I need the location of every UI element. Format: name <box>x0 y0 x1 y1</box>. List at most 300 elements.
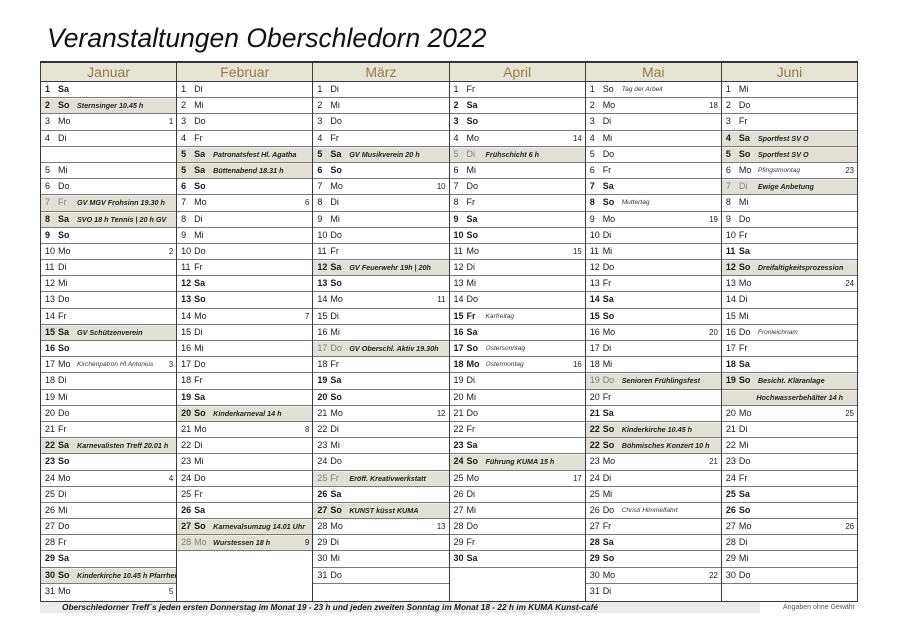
day-number: 4 <box>725 132 731 143</box>
day-number: 5 <box>589 148 595 159</box>
weekday: Mo <box>602 213 616 224</box>
day-row <box>177 454 312 470</box>
day-number: 26 <box>725 504 736 515</box>
day-number: 22 <box>725 440 736 451</box>
weekday: Sa <box>738 245 750 256</box>
day-row <box>586 276 721 292</box>
day-number: 8 <box>589 197 595 208</box>
weekday: Di <box>466 488 476 499</box>
week-number: 10 <box>436 182 446 192</box>
day-row <box>586 568 721 584</box>
day-row <box>41 551 176 567</box>
day-number: 12 <box>181 278 192 289</box>
day-row <box>177 82 312 98</box>
day-number: 17 <box>317 343 328 353</box>
day-number: 29 <box>45 553 56 564</box>
day-row <box>450 260 585 276</box>
weekday: Mo <box>194 537 207 548</box>
event-label: SVO 18 h Tennis | 20 h GV <box>77 214 167 224</box>
day-number: 4 <box>181 132 187 143</box>
day-number: 10 <box>181 245 192 256</box>
day-number: 26 <box>45 504 56 515</box>
weekday: Fr <box>466 197 476 208</box>
day-row <box>450 309 585 325</box>
holiday-label: Christi Himmelfahrt <box>621 506 678 514</box>
weekday: Mi <box>738 310 749 321</box>
day-row <box>313 568 448 584</box>
day-number: 19 <box>181 391 192 402</box>
weekday: Fr <box>194 132 203 143</box>
day-row <box>722 422 857 438</box>
day-number: 11 <box>45 262 55 273</box>
day-row <box>450 341 585 357</box>
weekday: Mo <box>330 521 343 532</box>
day-number: 20 <box>181 407 192 418</box>
weekday: Di <box>194 326 203 337</box>
column-filler <box>722 584 857 601</box>
day-number: 16 <box>589 326 600 337</box>
weekday: Sa <box>738 488 750 499</box>
weekday: Mi <box>466 504 477 515</box>
day-row <box>722 163 857 179</box>
weekday: Di <box>738 537 748 548</box>
day-number: 7 <box>725 181 731 192</box>
day-number: 27 <box>317 504 328 515</box>
day-number: 13 <box>181 294 192 305</box>
day-number: 9 <box>181 229 187 240</box>
day-row <box>722 276 857 292</box>
day-number: 2 <box>453 100 459 111</box>
day-number: 22 <box>453 423 464 434</box>
day-number: 20 <box>45 407 56 418</box>
holiday-label: Pfingstmontag <box>757 166 801 174</box>
weekday: Mo <box>194 310 207 321</box>
day-number: 28 <box>317 521 328 532</box>
day-row <box>450 228 585 244</box>
blank-row <box>41 147 176 163</box>
weekday: So <box>330 504 342 515</box>
page-title: Veranstaltungen Oberschledorn 2022 <box>47 23 487 53</box>
day-row <box>41 195 176 211</box>
week-number: 17 <box>573 473 582 483</box>
weekday: Sa <box>58 326 70 337</box>
day-row <box>177 341 312 357</box>
day-row <box>41 179 176 195</box>
weekday: Sa <box>602 294 614 305</box>
day-number: 22 <box>181 440 192 451</box>
day-row <box>586 98 721 114</box>
weekday: Fr <box>58 537 67 548</box>
day-row <box>586 390 721 406</box>
weekday: Di <box>602 472 612 483</box>
week-number: 25 <box>845 408 855 418</box>
day-row <box>313 357 448 373</box>
day-number: 16 <box>453 326 464 337</box>
day-row <box>586 309 721 325</box>
day-row <box>41 325 176 341</box>
weekday: Mi <box>58 391 68 402</box>
event-label: Karnevalisten Treff 20.01 h <box>77 441 169 451</box>
day-number: 20 <box>453 391 464 402</box>
weekday: Mi <box>602 488 613 499</box>
weekday: Do <box>738 213 751 224</box>
day-row <box>586 357 721 373</box>
weekday: Mi <box>194 100 204 111</box>
event-label: Führung KUMA 15 h <box>485 457 555 467</box>
day-number: 2 <box>725 100 731 111</box>
weekday: So <box>602 197 615 208</box>
week-number: 1 <box>168 117 174 127</box>
holiday-label: Fronleichnam <box>757 328 798 336</box>
day-number: 14 <box>45 310 56 321</box>
day-number: 27 <box>725 521 736 532</box>
weekday: So <box>194 181 206 192</box>
weekday: Fr <box>194 488 203 499</box>
weekday: Di <box>602 343 612 353</box>
day-row <box>41 438 176 454</box>
week-number: 12 <box>436 408 446 418</box>
day-number: 15 <box>589 310 600 321</box>
week-number: 4 <box>168 473 174 483</box>
weekday: Mo <box>58 585 71 596</box>
weekday: Mi <box>738 553 749 564</box>
day-number: 14 <box>725 294 736 305</box>
day-row <box>177 535 312 551</box>
event-label: GV Feuerwehr 19h | 20h <box>349 263 431 273</box>
weekday: Di <box>194 440 203 451</box>
day-row <box>450 195 585 211</box>
weekday: Mi <box>738 440 749 451</box>
day-number: 21 <box>317 407 328 418</box>
day-number: 3 <box>45 116 51 127</box>
day-row <box>722 373 857 389</box>
day-row <box>177 292 312 308</box>
day-number: 19 <box>317 375 328 386</box>
month-header: Juni <box>722 63 857 82</box>
day-row <box>41 82 176 98</box>
day-number: 11 <box>725 245 736 256</box>
weekday: Fr <box>330 359 339 370</box>
week-number: 16 <box>573 360 582 370</box>
day-number: 16 <box>181 343 192 353</box>
day-number: 26 <box>589 504 600 515</box>
day-number: 23 <box>589 456 600 467</box>
day-number: 24 <box>453 456 464 467</box>
day-row <box>41 390 176 406</box>
day-number: 18 <box>317 359 328 370</box>
weekday: Di <box>194 213 203 224</box>
day-number: 12 <box>725 262 736 273</box>
day-number: 15 <box>181 326 192 337</box>
day-row <box>586 260 721 276</box>
day-number: 10 <box>589 229 600 240</box>
weekday: Mi <box>330 100 340 111</box>
event-label: Eröff. Kreativwerkstatt <box>349 473 426 483</box>
weekday: Fr <box>602 521 612 532</box>
weekday: Mi <box>738 84 749 94</box>
day-number: 11 <box>181 262 191 273</box>
weekday: Sa <box>738 132 750 143</box>
weekday: Sa <box>330 488 342 499</box>
weekday: Sa <box>194 148 206 159</box>
day-row <box>450 179 585 195</box>
weekday: So <box>602 440 615 451</box>
weekday: Mi <box>194 456 204 467</box>
day-row <box>586 341 721 357</box>
day-row <box>313 422 448 438</box>
day-number: 10 <box>725 229 736 240</box>
weekday: Di <box>738 423 748 434</box>
event-label: Karnevalsumzug 14.01 Uhr <box>213 522 306 532</box>
day-number: 22 <box>317 423 328 434</box>
weekday: Sa <box>466 100 478 111</box>
day-row <box>450 147 585 163</box>
day-number: 19 <box>725 375 736 386</box>
weekday: So <box>738 262 751 273</box>
day-row <box>177 487 312 503</box>
day-number: 26 <box>317 488 328 499</box>
event-label: Sportfest SV O <box>757 149 809 159</box>
weekday: So <box>466 116 479 127</box>
day-row <box>177 228 312 244</box>
day-number: 12 <box>317 262 328 273</box>
day-row <box>722 503 857 519</box>
day-row <box>586 114 721 130</box>
day-row <box>177 406 312 422</box>
day-row <box>450 422 585 438</box>
day-number: 29 <box>725 553 736 564</box>
day-row <box>41 276 176 292</box>
day-row <box>586 179 721 195</box>
weekday: Mo <box>330 294 343 305</box>
week-number: 19 <box>709 214 718 224</box>
day-row <box>450 438 585 454</box>
weekday: Sa <box>602 181 614 192</box>
day-row <box>313 260 448 276</box>
day-row <box>450 276 585 292</box>
day-row <box>722 454 857 470</box>
weekday: Mo <box>58 116 71 127</box>
weekday: Sa <box>466 440 478 451</box>
day-row <box>41 487 176 503</box>
weekday: Fr <box>738 472 748 483</box>
day-number: 20 <box>589 391 600 402</box>
weekday: Mo <box>466 132 480 143</box>
day-number: 28 <box>45 537 56 548</box>
day-number: 23 <box>181 456 192 467</box>
weekday: Di <box>466 148 476 159</box>
weekday: Fr <box>330 472 339 483</box>
day-number: 16 <box>317 326 328 337</box>
day-number: 17 <box>453 343 464 353</box>
week-number: 7 <box>305 311 310 321</box>
day-number: 15 <box>45 326 56 337</box>
day-row <box>177 519 312 535</box>
weekday: Do <box>738 326 751 337</box>
day-number: 6 <box>453 164 459 175</box>
weekday: Mo <box>738 278 752 289</box>
week-number: 24 <box>845 279 855 289</box>
day-row <box>41 519 176 535</box>
day-row <box>177 212 312 228</box>
week-number: 6 <box>305 198 310 208</box>
weekday: Do <box>194 245 206 256</box>
week-number: 11 <box>437 295 446 305</box>
day-row <box>586 325 721 341</box>
weekday: So <box>738 375 751 386</box>
day-row <box>313 195 448 211</box>
day-number: 6 <box>317 164 323 175</box>
day-row <box>722 98 857 114</box>
event-label: Besicht. Kläranlage <box>757 376 825 386</box>
day-row <box>586 422 721 438</box>
weekday: Di <box>466 375 476 386</box>
month-column <box>312 63 448 601</box>
week-number: 3 <box>168 360 174 370</box>
weekday: Do <box>194 472 206 483</box>
day-number: 3 <box>453 116 459 127</box>
day-row <box>450 373 585 389</box>
weekday: Do <box>602 375 615 386</box>
day-number: 2 <box>317 100 323 111</box>
day-row <box>450 114 585 130</box>
day-row <box>41 373 176 389</box>
day-number: 24 <box>725 472 736 483</box>
day-number: 17 <box>45 359 56 370</box>
weekday: Do <box>58 181 70 192</box>
day-number: 12 <box>589 262 600 273</box>
day-row <box>722 341 857 357</box>
day-number: 31 <box>317 569 328 580</box>
day-row <box>722 147 857 163</box>
day-row <box>177 147 312 163</box>
day-row <box>313 179 448 195</box>
day-row <box>722 82 857 98</box>
column-filler <box>177 551 312 601</box>
day-row <box>586 292 721 308</box>
day-row <box>313 147 448 163</box>
day-number: 24 <box>589 472 600 483</box>
weekday: Mi <box>58 164 68 175</box>
weekday: So <box>602 310 615 321</box>
weekday: Di <box>330 84 339 94</box>
day-number: 9 <box>589 213 595 224</box>
day-number: 30 <box>317 553 328 564</box>
day-number: 14 <box>453 294 464 305</box>
day-number: 8 <box>725 197 731 208</box>
weekday: Sa <box>738 359 750 370</box>
day-row <box>586 195 721 211</box>
weekday: Fr <box>602 391 612 402</box>
day-number: 1 <box>453 84 459 94</box>
day-number: 30 <box>453 553 464 564</box>
week-number: 2 <box>168 246 174 256</box>
weekday: Fr <box>738 229 748 240</box>
day-row <box>722 309 857 325</box>
week-number: 13 <box>436 522 446 532</box>
weekday: Do <box>194 116 206 127</box>
day-row <box>313 390 448 406</box>
weekday: Di <box>330 310 339 321</box>
day-number: 11 <box>453 245 463 256</box>
day-number: 27 <box>181 521 192 532</box>
day-number: 5 <box>453 148 459 159</box>
day-number: 18 <box>453 359 464 370</box>
day-row <box>586 147 721 163</box>
day-number: 6 <box>589 164 595 175</box>
day-number: 3 <box>725 116 731 127</box>
day-row <box>313 325 448 341</box>
day-row <box>313 373 448 389</box>
month-column <box>721 63 857 601</box>
day-row <box>177 260 312 276</box>
day-number: 16 <box>45 343 56 353</box>
day-number: 23 <box>453 440 464 451</box>
week-number: 9 <box>305 538 310 548</box>
day-number: 21 <box>181 423 192 434</box>
day-row <box>313 98 448 114</box>
day-row <box>177 357 312 373</box>
day-number: 30 <box>45 569 56 580</box>
weekday: So <box>58 456 70 467</box>
holiday-label: Tag der Arbeit <box>621 86 663 93</box>
day-number: 6 <box>725 164 731 175</box>
day-number: 9 <box>453 213 459 224</box>
month-header: März <box>313 63 448 82</box>
weekday: Fr <box>330 245 339 256</box>
month-column <box>585 63 721 601</box>
day-row <box>313 551 448 567</box>
day-row <box>177 179 312 195</box>
day-number: 29 <box>317 537 328 548</box>
weekday: Di <box>738 181 748 192</box>
day-number: 23 <box>725 456 736 467</box>
day-number: 31 <box>589 585 600 596</box>
day-number: 2 <box>45 100 51 111</box>
day-row <box>450 325 585 341</box>
day-number: 25 <box>45 488 56 499</box>
event-label: Sportfest SV O <box>757 133 809 143</box>
day-row <box>450 406 585 422</box>
day-number: 4 <box>453 132 459 143</box>
day-number: 1 <box>45 84 51 94</box>
day-row <box>586 82 721 98</box>
day-row <box>313 212 448 228</box>
day-row <box>586 503 721 519</box>
day-row <box>177 503 312 519</box>
event-label: GV MGV Frohsinn 19.30 h <box>77 198 165 208</box>
weekday: Mi <box>466 391 477 402</box>
day-number: 7 <box>453 181 459 192</box>
weekday: Mo <box>466 359 480 370</box>
weekday: Do <box>58 521 70 532</box>
day-row <box>450 244 585 260</box>
day-number: 10 <box>45 245 56 256</box>
event-label: Kinderkirche 10.45 h <box>621 424 692 434</box>
day-row <box>450 535 585 551</box>
weekday: Mo <box>58 359 71 370</box>
weekday: Mi <box>330 553 340 564</box>
day-row <box>177 471 312 487</box>
day-row <box>722 551 857 567</box>
day-number: 18 <box>725 359 736 370</box>
day-row <box>450 503 585 519</box>
day-row <box>313 503 448 519</box>
weekday: Do <box>330 569 342 580</box>
week-number: 23 <box>845 165 855 175</box>
day-number: 15 <box>725 310 736 321</box>
weekday: So <box>194 407 206 418</box>
